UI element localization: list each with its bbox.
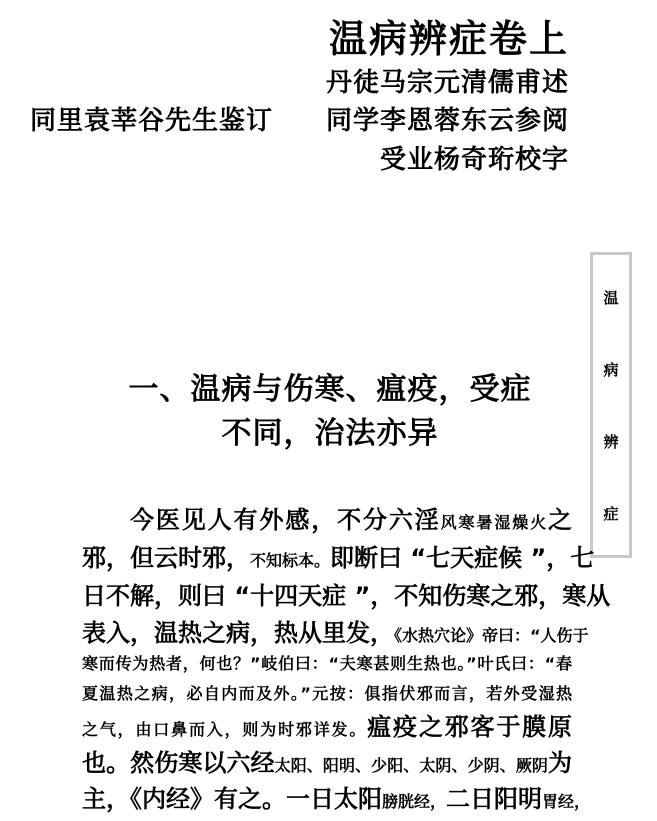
- annotation: 风寒暑湿燥火: [440, 513, 548, 532]
- body-line: [82, 651, 572, 674]
- body-text-run: 为: [548, 749, 572, 777]
- body-line: [82, 538, 595, 573]
- body-line: [82, 779, 591, 814]
- body-text-run: 之: [548, 506, 572, 534]
- annotation: 寒而传为热者，何也？”岐伯曰：“夫寒甚则生热也。”叶氏曰：“春: [82, 654, 572, 673]
- credit-reader: 同学李恩蓉东云参阅: [325, 106, 569, 136]
- annotation: 太阳、阳明、少阳、太阴、少阴、厥阴: [274, 756, 548, 775]
- annotation: 夏温热之病，必自内而及外。”元按：俱指伏邪而言，若外受湿热: [82, 684, 572, 703]
- section-heading: 一、温病与伤寒、瘟疫，受症: [128, 372, 532, 407]
- annotation: 《水热穴论》帝曰：“人伤于: [394, 626, 589, 645]
- credit-proofreader: 受业杨奇珩校字: [379, 145, 569, 175]
- annotation: 之气，由口鼻而入，则为时邪详发。: [82, 720, 368, 739]
- side-tab-char: 温: [603, 288, 619, 307]
- side-tab-char: 辨: [603, 432, 619, 451]
- body-text-run: 瘟疫之邪客于膜原: [367, 713, 572, 741]
- body-line: [82, 613, 589, 648]
- body-text-run: 即断曰 “七天症候 ”，七: [330, 544, 595, 572]
- body-text-run: 表入，温热之病，热从里发，: [82, 619, 394, 647]
- body-text-run: 二日阳明: [446, 785, 543, 813]
- body-line: [82, 500, 572, 535]
- body-line: [82, 576, 611, 611]
- body-line: [82, 681, 572, 704]
- body-line: [82, 743, 572, 778]
- body-text-run: 今医见人有外感，不分六淫: [130, 506, 441, 534]
- annotation: 胃经，: [542, 792, 591, 811]
- section-heading-continued: 不同，治法亦异: [221, 416, 439, 451]
- side-tab-char: 病: [603, 360, 619, 379]
- body-text-run: 主，《内经》有之。一日太阳: [82, 785, 382, 813]
- annotation: 膀胱经，: [382, 792, 447, 811]
- body-line: [82, 707, 572, 742]
- credit-reviewer: 同里袁莘谷先生鉴订: [30, 106, 274, 136]
- credit-author: 丹徒马宗元清儒甫述: [325, 68, 569, 98]
- body-text-run: 也。然伤寒以六经: [82, 749, 275, 777]
- annotation: 不知标本。: [250, 551, 331, 570]
- body-text-run: 日不解，则曰 “十四天症 ”，不知伤寒之邪，寒从: [82, 582, 611, 610]
- side-tab-char: 症: [603, 504, 619, 523]
- side-tab: [590, 252, 632, 558]
- body-text-run: 邪，但云时邪，: [82, 544, 250, 572]
- chapter-title: 温病辨症卷上: [328, 17, 569, 61]
